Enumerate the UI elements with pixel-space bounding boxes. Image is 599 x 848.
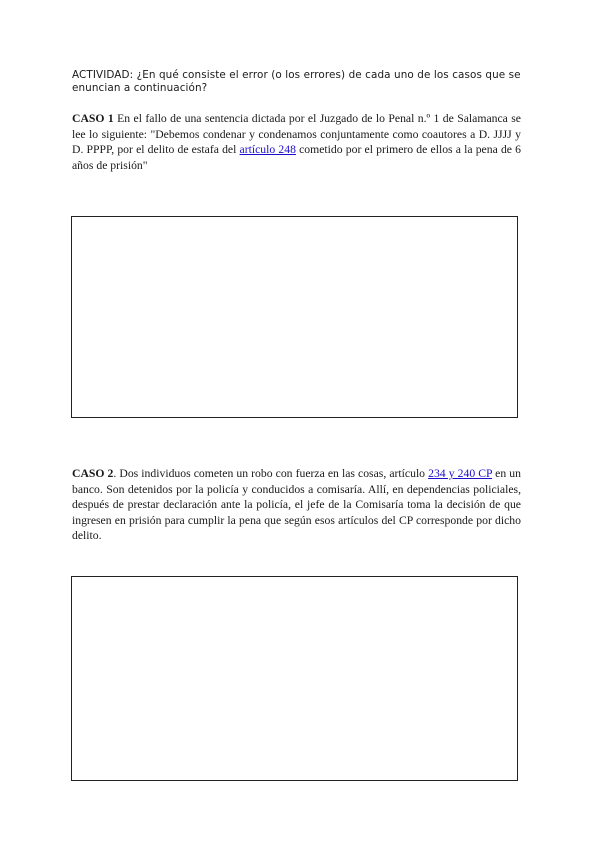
caso-1-text-after: cometido por el primero de ellos a la pena de 6 años de prisión"	[72, 143, 521, 172]
caso-1-label: CASO 1	[72, 112, 114, 125]
activity-heading: ACTIVIDAD: ¿En qué consiste el error (o los errores) de cada uno de los casos que se enuncian a continuación?	[72, 69, 521, 94]
caso-2-paragraph	[72, 466, 521, 544]
caso-2-text-before: . Dos individuos cometen un robo con fuerza en las cosas, artículo	[113, 467, 429, 480]
articulo-248-link[interactable]: artículo 248	[239, 143, 296, 156]
caso-2-text-after: en un banco. Son detenidos por la policía y conducidos a comisaría. Allí, en dependencias policiales, después de prestar declaración ante la policía, el jefe de la Comisaría toma la decisión de que ingresen en prisión para cumplir la pena que según esos artículos del CP corresponde por dicho delito.	[72, 467, 521, 542]
caso-1-paragraph	[72, 111, 521, 173]
caso-1-text-before: En el fallo de una sentencia dictada por el Juzgado de lo Penal n.º 1 de Salamanca se lee lo siguiente: "Debemos condenar y condenamos conjuntamente como coautores a D. JJJJ y D. PPPP, por el delito de estafa del	[72, 112, 521, 156]
caso-2-answer-box[interactable]	[71, 576, 518, 781]
caso-1-answer-box[interactable]	[71, 216, 518, 418]
caso-2-label: CASO 2	[72, 467, 114, 480]
articulo-234-240-link[interactable]: 234 y 240 CP	[428, 467, 493, 480]
